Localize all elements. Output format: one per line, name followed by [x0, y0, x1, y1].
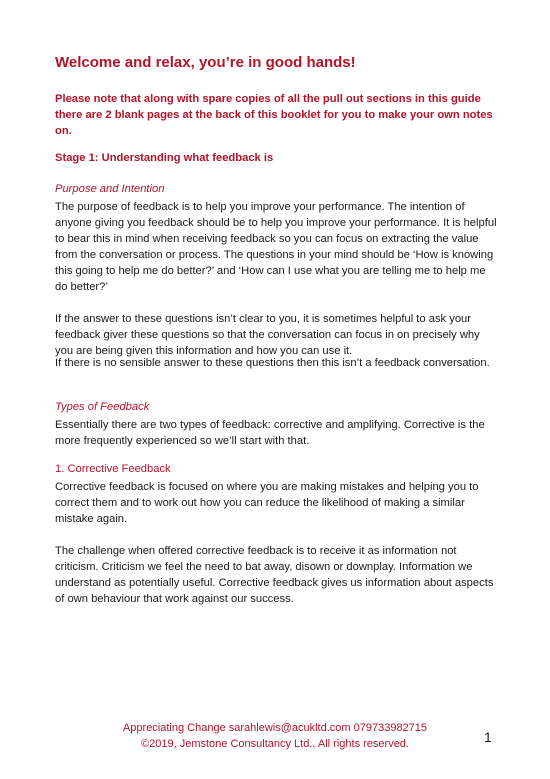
purpose-heading: Purpose and Intention [55, 183, 165, 195]
page-footer [60, 720, 490, 752]
types-heading: Types of Feedback [55, 401, 150, 413]
stage-heading: Stage 1: Understanding what feedback is [55, 152, 274, 164]
purpose-closing-paragraph: If there is no sensible answer to these questions then this isn’t a feedback conversation. [55, 357, 490, 369]
booklet-note: Please note that along with spare copies of all the pull out sections in this guide there are 2 blank pages at the back of this booklet for you to make your own notes on. [55, 93, 493, 137]
corrective-paragraph: Corrective feedback is focused on where you are making mistakes and helping you to correct them and to work out how you can reduce the likelihood of making a similar mistake again. [55, 481, 479, 525]
purpose-followup-paragraph: If the answer to these questions isn’t clear to you, it is sometimes helpful to ask your feedback giver these questions so that the conversation can focus in on precisely why you are being given this information and how you can use it. [55, 313, 480, 357]
footer-contact: Appreciating Change sarahlewis@acukltd.com 079733982715 [122, 722, 428, 734]
corrective-heading: 1. Corrective Feedback [55, 463, 171, 475]
page-title: Welcome and relax, you’re in good hands! [55, 54, 356, 71]
types-paragraph: Essentially there are two types of feedback: corrective and amplifying. Corrective is the more frequently experienced so we’ll start with that. [55, 419, 485, 447]
purpose-paragraph: The purpose of feedback is to help you improve your performance. The intention of anyone giving you feedback should be to help you improve your performance. It is helpful to bear this in mind when receiving feedback so you can focus on extracting the value from the conversation or process. The questions in your mind should be ‘How is knowing this going to help me do better?’ and ‘How can I use what you are telling me to help me do better?’ [55, 201, 497, 293]
page-number: 1 [484, 729, 492, 745]
corrective-challenge-paragraph: The challenge when offered corrective feedback is to receive it as information not criticism. Criticism we feel the need to bat away, disown or downplay. Information we understand as potentially useful. Corrective feedback gives us information about aspects of own behaviour that work against our success. [55, 545, 494, 605]
footer-copyright: ©2019, Jemstone Consultancy Ltd., All rights reserved. [141, 738, 409, 750]
